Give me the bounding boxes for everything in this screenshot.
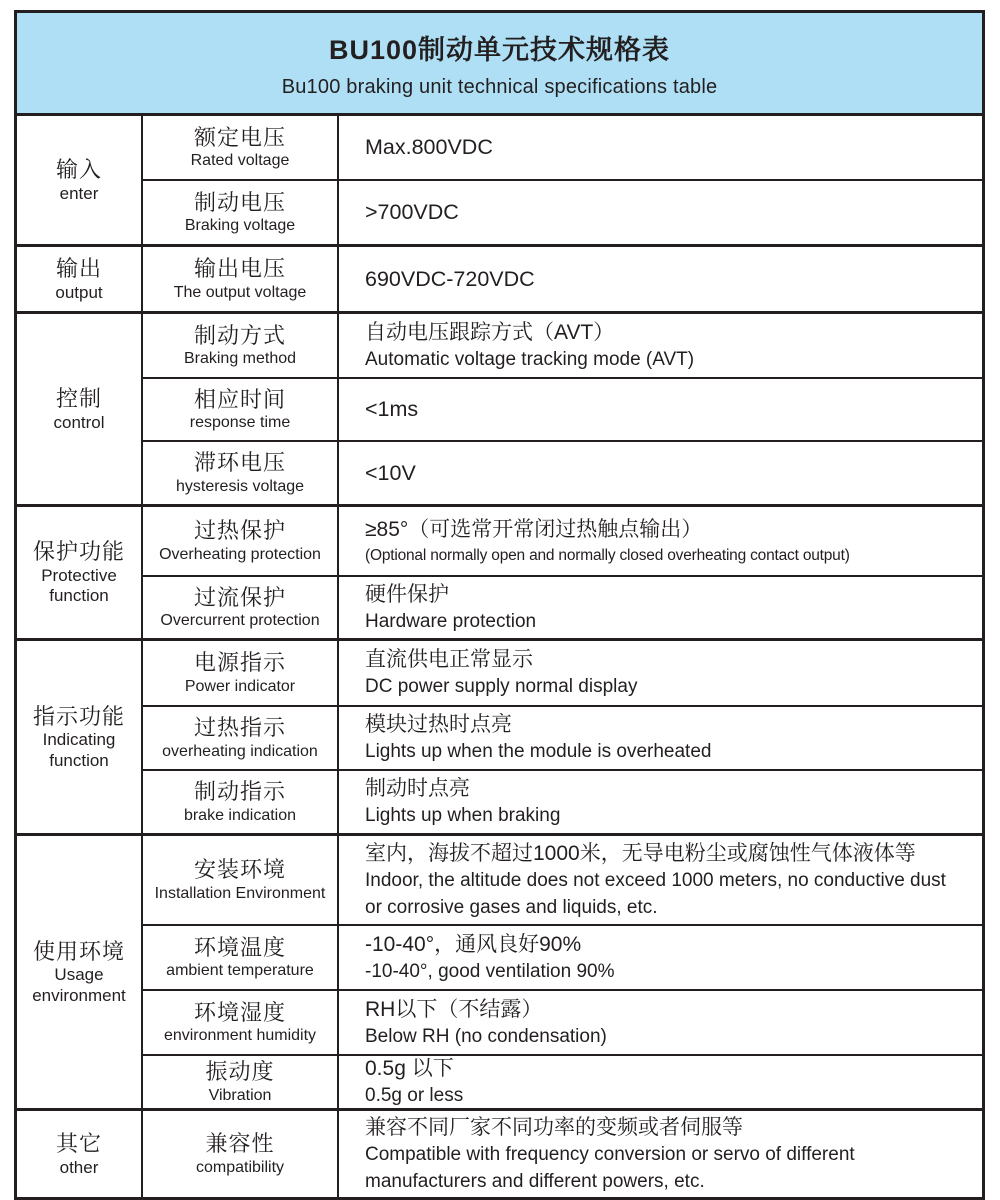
category-cell	[17, 641, 143, 833]
spec-row	[143, 705, 982, 769]
parameter-label-zh: 电源指示	[193, 650, 286, 676]
group-rows	[143, 314, 982, 504]
group-rows	[143, 641, 982, 833]
category-cell	[17, 1111, 143, 1197]
category-label-en: control	[53, 412, 105, 432]
group-rows	[143, 507, 982, 638]
parameter-label-en: ambient temperature	[166, 962, 314, 980]
spec-row	[143, 641, 982, 705]
value-line: 制动时点亮	[365, 777, 470, 801]
parameter-label-zh: 环境湿度	[193, 999, 286, 1025]
spec-row	[143, 247, 982, 311]
spec-row	[143, 314, 982, 377]
category-cell	[17, 116, 143, 244]
parameter-label-en: Braking voltage	[184, 217, 296, 235]
value-line: Max.800VDC	[365, 135, 493, 160]
parameter-cell	[143, 1111, 339, 1197]
spec-group	[17, 638, 982, 833]
value-line: <1ms	[365, 397, 419, 422]
value-line: 0.5g 以下	[365, 1057, 454, 1081]
parameter-cell	[143, 442, 339, 504]
value-cell	[339, 507, 982, 575]
category-cell	[17, 507, 143, 638]
value-line: Lights up when braking	[365, 805, 561, 827]
value-cell	[339, 247, 982, 311]
parameter-label-zh: 安装环境	[193, 857, 286, 883]
spec-row	[143, 989, 982, 1054]
parameter-label-zh: 制动方式	[193, 322, 286, 348]
parameter-label-en: The output voltage	[173, 283, 307, 301]
parameter-cell	[143, 247, 339, 311]
parameter-label-zh: 相应时间	[193, 386, 286, 412]
parameter-label-en: compatibility	[195, 1158, 285, 1176]
value-cell	[339, 991, 982, 1054]
spec-row	[143, 440, 982, 504]
spec-group	[17, 311, 982, 504]
value-cell	[339, 314, 982, 377]
spec-row	[143, 377, 982, 440]
parameter-cell	[143, 577, 339, 638]
category-label-en: output	[55, 282, 103, 302]
category-label-en: Indicating function	[42, 730, 116, 770]
value-line: Lights up when the module is overheated	[365, 741, 712, 763]
parameter-cell	[143, 836, 339, 924]
spec-row	[143, 575, 982, 638]
parameter-label-zh: 环境温度	[193, 934, 286, 960]
value-cell	[339, 771, 982, 833]
category-cell	[17, 247, 143, 311]
value-line: 室内，海拔不超过1000米，无导电粉尘或腐蚀性气体液体等	[365, 841, 916, 865]
value-line: >700VDC	[365, 200, 459, 225]
value-line: Hardware protection	[365, 610, 537, 632]
parameter-label-en: overheating indication	[162, 742, 318, 760]
value-line: RH以下（不结露）	[365, 997, 543, 1021]
spec-group	[17, 504, 982, 638]
parameter-label-en: Rated voltage	[190, 152, 290, 170]
parameter-label-zh: 制动电压	[193, 189, 286, 215]
category-cell	[17, 836, 143, 1108]
value-line: ≥85°（可选常开常闭过热触点输出）	[365, 518, 703, 542]
value-cell	[339, 442, 982, 504]
value-line: -10-40°, good ventilation 90%	[365, 960, 615, 982]
value-cell	[339, 1056, 982, 1108]
parameter-label-en: hysteresis voltage	[175, 477, 305, 495]
value-cell	[339, 641, 982, 705]
category-label-zh: 输入	[55, 157, 102, 183]
parameter-cell	[143, 1056, 339, 1108]
value-line: Automatic voltage tracking mode (AVT)	[365, 348, 695, 370]
category-label-en: Usage environment	[32, 965, 126, 1005]
parameter-label-zh: 额定电压	[193, 124, 286, 150]
parameter-label-zh: 兼容性	[205, 1131, 275, 1157]
parameter-cell	[143, 379, 339, 440]
parameter-cell	[143, 507, 339, 575]
parameter-cell	[143, 926, 339, 989]
value-line: DC power supply normal display	[365, 676, 638, 698]
parameter-label-zh: 制动指示	[193, 779, 286, 805]
value-cell	[339, 181, 982, 244]
parameter-label-zh: 过流保护	[193, 584, 286, 610]
value-line: 模块过热时点亮	[365, 713, 512, 737]
value-cell	[339, 577, 982, 638]
value-line: -10-40°，通风良好90%	[365, 932, 582, 956]
group-rows	[143, 836, 982, 1108]
value-cell	[339, 116, 982, 179]
value-line: 直流供电正常显示	[365, 648, 533, 671]
table-header	[17, 13, 982, 116]
value-line: (Optional normally open and normally closed overheating contact output)	[365, 546, 850, 564]
group-rows	[143, 116, 982, 244]
parameter-label-en: Overheating protection	[159, 545, 321, 563]
category-label-zh: 输出	[55, 256, 102, 282]
value-cell	[339, 926, 982, 989]
category-label-zh: 使用环境	[32, 938, 125, 964]
spec-table	[14, 10, 985, 1200]
parameter-label-en: Power indicator	[184, 677, 296, 695]
parameter-label-zh: 输出电压	[193, 256, 286, 282]
parameter-cell	[143, 707, 339, 769]
spec-row	[143, 1054, 982, 1108]
value-line: 690VDC-720VDC	[365, 266, 535, 291]
value-line: 自动电压跟踪方式（AVT）	[365, 320, 615, 344]
value-cell	[339, 1111, 982, 1197]
parameter-label-zh: 振动度	[205, 1059, 275, 1085]
spec-row	[143, 924, 982, 989]
spec-row	[143, 836, 982, 924]
parameter-label-en: Braking method	[183, 350, 297, 368]
value-line: 兼容不同厂家不同功率的变频或者伺服等	[365, 1115, 743, 1139]
category-label-en: other	[59, 1157, 99, 1177]
parameter-cell	[143, 641, 339, 705]
category-label-zh: 指示功能	[32, 703, 125, 729]
spec-group	[17, 1108, 982, 1197]
category-label-en: enter	[59, 183, 99, 203]
parameter-label-en: response time	[189, 414, 291, 432]
parameter-cell	[143, 181, 339, 244]
parameter-label-en: environment humidity	[163, 1027, 317, 1045]
table-title-zh: BU100制动单元技术规格表	[328, 34, 671, 65]
parameter-label-zh: 滞环电压	[193, 450, 286, 476]
value-line: Compatible with frequency conversion or servo of different manufacturers and different powers, etc.	[365, 1144, 855, 1192]
parameter-cell	[143, 771, 339, 833]
group-rows	[143, 247, 982, 311]
table-title-en: Bu100 braking unit technical specifications table	[281, 75, 718, 98]
value-cell	[339, 836, 982, 924]
value-line: <10V	[365, 460, 416, 485]
spec-row	[143, 179, 982, 244]
value-cell	[339, 707, 982, 769]
value-line: Indoor, the altitude does not exceed 1000 meters, no conductive dust or corrosive gases and liquids, etc.	[365, 870, 946, 918]
spec-row	[143, 507, 982, 575]
category-label-zh: 控制	[55, 386, 102, 412]
parameter-label-en: Installation Environment	[154, 884, 326, 902]
parameter-cell	[143, 116, 339, 179]
parameter-label-zh: 过热保护	[193, 518, 286, 544]
parameter-cell	[143, 314, 339, 377]
parameter-label-en: brake indication	[183, 806, 297, 824]
parameter-label-en: Overcurrent protection	[160, 612, 320, 630]
value-line: Below RH (no condensation)	[365, 1025, 607, 1047]
value-line: 硬件保护	[365, 582, 449, 606]
group-rows	[143, 1111, 982, 1197]
parameter-cell	[143, 991, 339, 1054]
category-label-zh: 保护功能	[32, 539, 125, 565]
parameter-label-en: Vibration	[208, 1086, 272, 1104]
value-cell	[339, 379, 982, 440]
spec-row	[143, 769, 982, 833]
category-label-en: Protective function	[41, 565, 117, 606]
spec-group	[17, 833, 982, 1108]
spec-row	[143, 1111, 982, 1197]
spec-group	[17, 116, 982, 244]
value-line: 0.5g or less	[365, 1085, 464, 1107]
table-body	[17, 116, 982, 1197]
spec-group	[17, 244, 982, 311]
category-cell	[17, 314, 143, 504]
spec-row	[143, 116, 982, 179]
category-label-zh: 其它	[55, 1131, 102, 1157]
parameter-label-zh: 过热指示	[193, 715, 286, 741]
